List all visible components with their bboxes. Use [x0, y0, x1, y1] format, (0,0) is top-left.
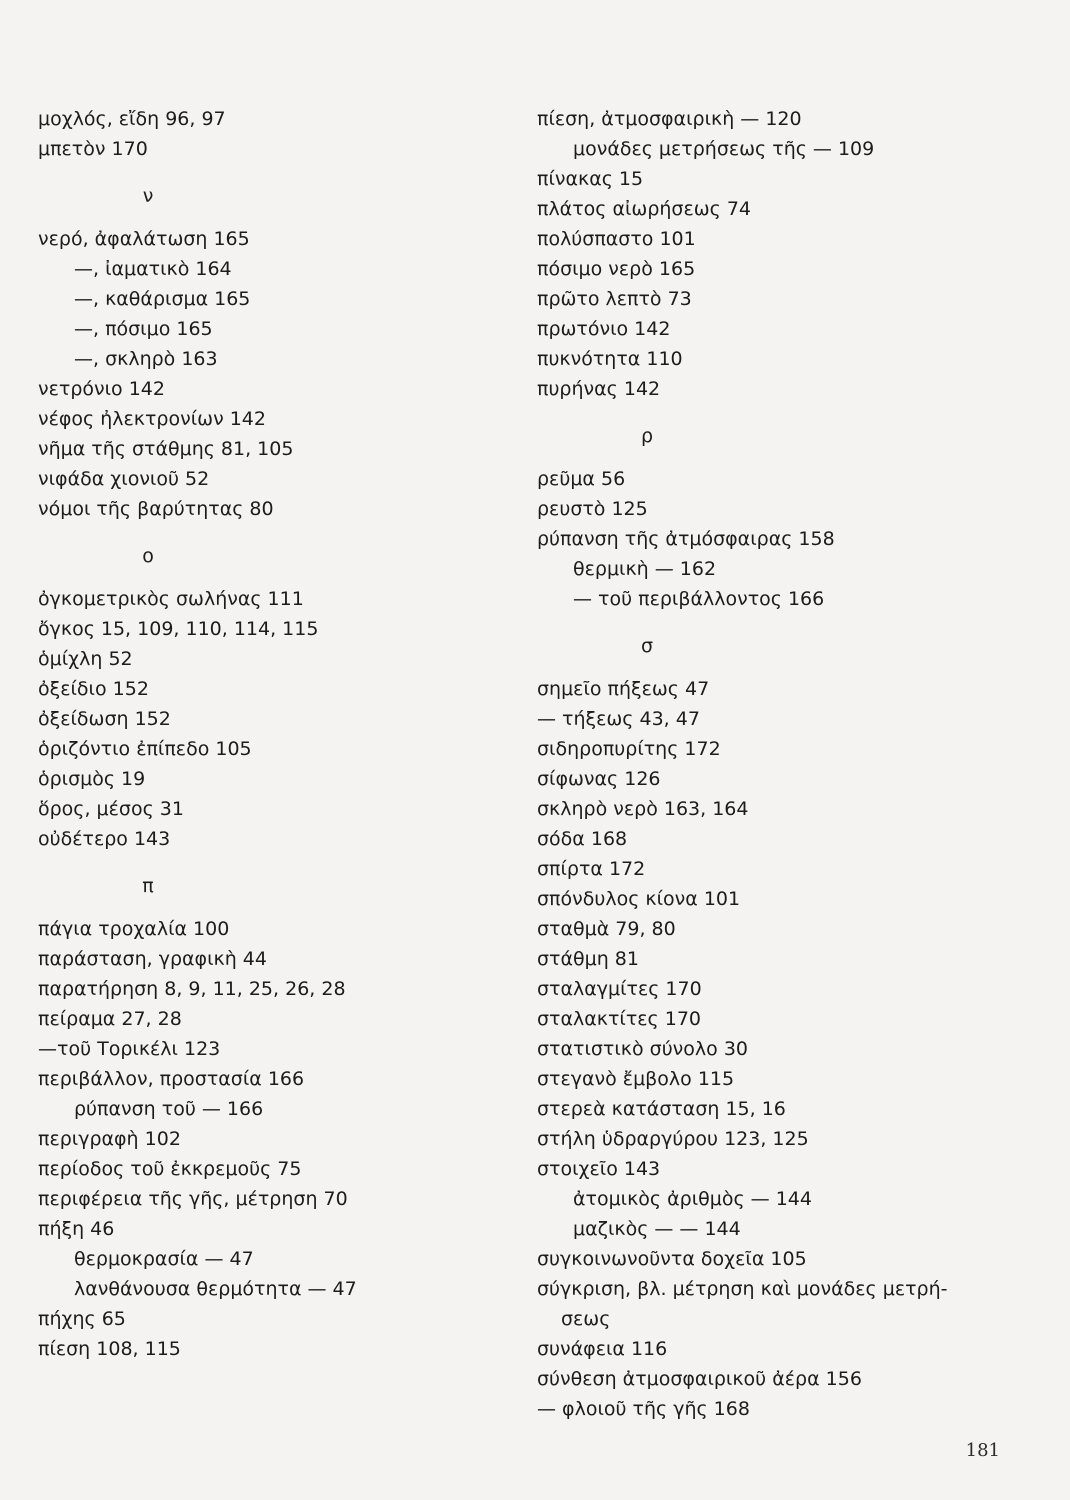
index-entry: μοχλός, εἴδη 96, 97 [38, 108, 226, 130]
index-entry: σημεῖο πήξεως 47 [537, 678, 710, 700]
index-entry: ὁρισμὸς 19 [38, 768, 146, 790]
index-entry: ρεῦμα 56 [537, 468, 626, 490]
index-section-letter: ο [142, 545, 154, 567]
index-entry: στεγανὸ ἔμβολο 115 [537, 1068, 735, 1090]
index-entry: περίοδος τοῦ ἐκκρεμοῦς 75 [38, 1158, 302, 1180]
index-entry: σταλαγμίτες 170 [537, 978, 702, 1000]
index-entry: νιφάδα χιονιοῦ 52 [38, 468, 210, 490]
index-entry: περιγραφὴ 102 [38, 1128, 181, 1150]
index-entry: σεως [561, 1308, 611, 1330]
index-section-letter: σ [640, 635, 654, 657]
index-entry: σίφωνας 126 [537, 768, 661, 790]
index-entry: σταλακτίτες 170 [537, 1008, 702, 1030]
index-subentry: ἀτομικὸς ἀριθμὸς — 144 [573, 1188, 812, 1210]
index-entry: πείραμα 27, 28 [38, 1008, 182, 1030]
index-entry: σπόνδυλος κίονα 101 [537, 888, 741, 910]
index-entry: στερεὰ κατάσταση 15, 16 [537, 1098, 786, 1120]
index-entry: περιβάλλον, προστασία 166 [38, 1068, 305, 1090]
index-entry: σύγκριση, βλ. μέτρηση καὶ μονάδες μετρή- [537, 1278, 948, 1300]
index-entry: πίνακας 15 [537, 168, 644, 190]
index-entry: νῆμα τῆς στάθμης 81, 105 [38, 438, 294, 460]
index-entry: ὀξείδωση 152 [38, 708, 171, 730]
index-entry: — φλοιοῦ τῆς γῆς 168 [537, 1398, 750, 1420]
index-entry: πρῶτο λεπτὸ 73 [537, 288, 692, 310]
index-entry: ρύπανση τῆς ἀτμόσφαιρας 158 [537, 528, 835, 550]
index-entry: πυκνότητα 110 [537, 348, 683, 370]
index-entry: πρωτόνιο 142 [537, 318, 671, 340]
index-subentry: θερμικὴ — 162 [573, 558, 717, 580]
index-entry: ὅρος, μέσος 31 [38, 798, 184, 820]
index-entry: —τοῦ Τορικέλι 123 [38, 1038, 221, 1060]
index-entry: οὐδέτερο 143 [38, 828, 171, 850]
index-entry: πίεση, ἀτμοσφαιρικὴ — 120 [537, 108, 802, 130]
index-entry: ὄγκος 15, 109, 110, 114, 115 [38, 618, 319, 640]
index-entry: μπετὸν 170 [38, 138, 148, 160]
index-entry: ὁμίχλη 52 [38, 648, 133, 670]
index-entry: νερό, ἀφαλάτωση 165 [38, 228, 250, 250]
index-subentry: —, πόσιμο 165 [74, 318, 213, 340]
index-entry: συγκοινωνοῦντα δοχεῖα 105 [537, 1248, 807, 1270]
index-section-letter: ν [142, 185, 154, 207]
index-entry: πάγια τροχαλία 100 [38, 918, 230, 940]
index-subentry: —, ἰαματικὸ 164 [74, 258, 232, 280]
index-entry: στατιστικὸ σύνολο 30 [537, 1038, 749, 1060]
index-entry: στήλη ὑδραργύρου 123, 125 [537, 1128, 809, 1150]
index-subentry: ρύπανση τοῦ — 166 [74, 1098, 264, 1120]
index-subentry: λανθάνουσα θερμότητα — 47 [74, 1278, 357, 1300]
index-entry: νόμοι τῆς βαρύτητας 80 [38, 498, 274, 520]
index-entry: νετρόνιο 142 [38, 378, 165, 400]
index-entry: πλάτος αἰωρήσεως 74 [537, 198, 752, 220]
index-entry: συνάφεια 116 [537, 1338, 668, 1360]
index-entry: πήξη 46 [38, 1218, 115, 1240]
index-subentry: θερμοκρασία — 47 [74, 1248, 254, 1270]
index-entry: — τήξεως 43, 47 [537, 708, 700, 730]
index-entry: στάθμη 81 [537, 948, 639, 970]
index-entry: ρευστὸ 125 [537, 498, 648, 520]
index-entry: πίεση 108, 115 [38, 1338, 181, 1360]
index-entry: πολύσπαστο 101 [537, 228, 696, 250]
index-column-left [38, 104, 508, 1364]
index-entry: ὀγκομετρικὸς σωλήνας 111 [38, 588, 304, 610]
index-subentry: μαζικὸς — — 144 [573, 1218, 741, 1240]
index-entry: ὀξείδιο 152 [38, 678, 149, 700]
index-entry: πόσιμο νερὸ 165 [537, 258, 696, 280]
index-entry: σόδα 168 [537, 828, 628, 850]
index-subentry: —, καθάρισμα 165 [74, 288, 251, 310]
index-entry: στοιχεῖο 143 [537, 1158, 661, 1180]
index-entry: σπίρτα 172 [537, 858, 646, 880]
index-entry: νέφος ἠλεκτρονίων 142 [38, 408, 266, 430]
index-entry: παρατήρηση 8, 9, 11, 25, 26, 28 [38, 978, 346, 1000]
index-column-right [537, 104, 1037, 1424]
index-subentry: — τοῦ περιβάλλοντος 166 [573, 588, 825, 610]
index-entry: σταθμὰ 79, 80 [537, 918, 676, 940]
index-section-letter: ρ [640, 425, 654, 447]
index-entry: παράσταση, γραφικὴ 44 [38, 948, 267, 970]
index-entry: πήχης 65 [38, 1308, 126, 1330]
index-subentry: —, σκληρὸ 163 [74, 348, 218, 370]
index-entry: σύνθεση ἀτμοσφαιρικοῦ ἀέρα 156 [537, 1368, 862, 1390]
index-entry: σιδηροπυρίτης 172 [537, 738, 721, 760]
index-entry: περιφέρεια τῆς γῆς, μέτρηση 70 [38, 1188, 348, 1210]
index-subentry: μονάδες μετρήσεως τῆς — 109 [573, 138, 875, 160]
index-entry: σκληρὸ νερὸ 163, 164 [537, 798, 749, 820]
index-entry: ὁριζόντιο ἐπίπεδο 105 [38, 738, 252, 760]
index-section-letter: π [142, 875, 154, 897]
page-number: 181 [965, 1440, 1000, 1461]
index-entry: πυρήνας 142 [537, 378, 661, 400]
